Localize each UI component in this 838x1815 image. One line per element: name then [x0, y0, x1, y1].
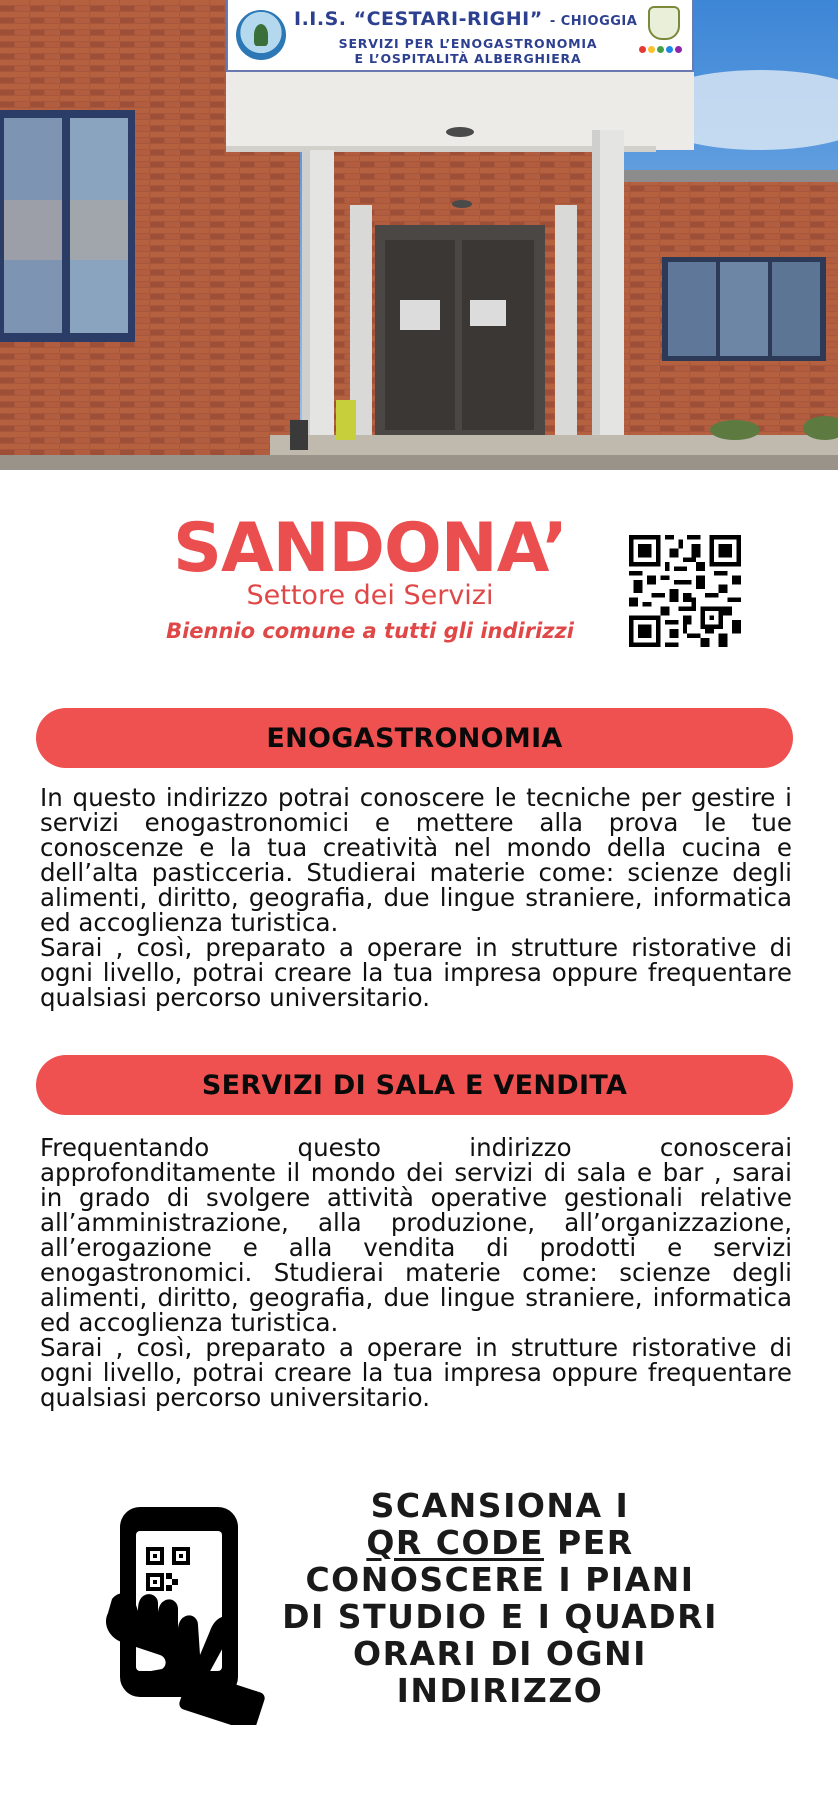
sign-school-name-text: I.I.S. “CESTARI-RIGHI”	[294, 8, 543, 30]
section-paragraph: Frequentando questo indirizzo conoscerai approfonditamente il mondo dei servizi di sala e bar , sarai in grado di svolgere attività operative gestionali relative all’amministrazione, alla produzione, all’organizzazione, all’erogazione e alla vendita di prodotti e servizi enogastronomici. Studierai materie come: scienze degli alimenti, diritto, geografia, due lingue straniere, informatica ed accoglienza turistica.	[40, 1133, 792, 1337]
section-paragraph: Sarai , così, preparato a operare in strutture ristorative di ogni livello, potrai creare la tua impresa oppure frequentare qualsiasi percorso universitario.	[40, 1333, 792, 1412]
cta-line: CONOSCERE I PIANI	[305, 1560, 695, 1599]
section-header-sala-vendita: SERVIZI DI SALA E VENDITA	[36, 1055, 793, 1115]
qr-code-icon[interactable]	[629, 535, 741, 647]
section-header-enogastronomia: ENOGASTRONOMIA	[36, 708, 793, 768]
cta-line: INDIRIZZO	[396, 1671, 604, 1710]
sign-line-2: E L’OSPITALITÀ ALBERGHIERA	[354, 51, 582, 66]
sign-color-dots	[639, 46, 682, 53]
sign-line-1: SERVIZI PER L’ENOGASTRONOMIA	[338, 36, 598, 51]
italian-republic-emblem-icon	[648, 6, 680, 40]
school-building-photo	[0, 0, 838, 470]
cta-line-rest: PER	[544, 1523, 634, 1562]
cta-qr-code-underlined: QR CODE	[366, 1523, 545, 1562]
section-body-enogastronomia	[40, 785, 792, 1010]
section-paragraph: Sarai , così, preparato a operare in strutture ristorative di ogni livello, potrai creare la tua impresa oppure frequentare qualsiasi percorso universitario.	[40, 933, 792, 1012]
cta-line: ORARI DI OGNI	[353, 1634, 647, 1673]
sign-location: - CHIOGGIA	[549, 14, 638, 29]
cta-line	[280, 1524, 720, 1561]
section-body-sala-vendita	[40, 1135, 792, 1410]
cta-line: SCANSIONA I	[370, 1486, 630, 1525]
cta-line: DI STUDIO E I QUADRI	[282, 1597, 718, 1636]
page-tagline: Biennio comune a tutti gli indirizzi	[166, 619, 574, 643]
school-sign	[226, 0, 694, 72]
page-title: SANDONA’	[173, 509, 567, 588]
section-paragraph: In questo indirizzo potrai conoscere le tecniche per gestire i servizi enogastronomici e mettere alla prova le tue conoscenze e la tua creatività nel mondo della cucina e dell’alta pasticceria. Studierai materie come: scienze degli alimenti, diritto, geografia, due lingue straniere, informatica ed accoglienza turistica.	[40, 783, 792, 937]
phone-scan-icon	[100, 1505, 275, 1725]
school-logo-icon	[236, 10, 286, 60]
title-block	[120, 509, 620, 646]
page-subtitle: Settore dei Servizi	[246, 580, 494, 611]
sign-school-name	[294, 8, 637, 30]
scan-qr-call-to-action	[280, 1487, 720, 1709]
